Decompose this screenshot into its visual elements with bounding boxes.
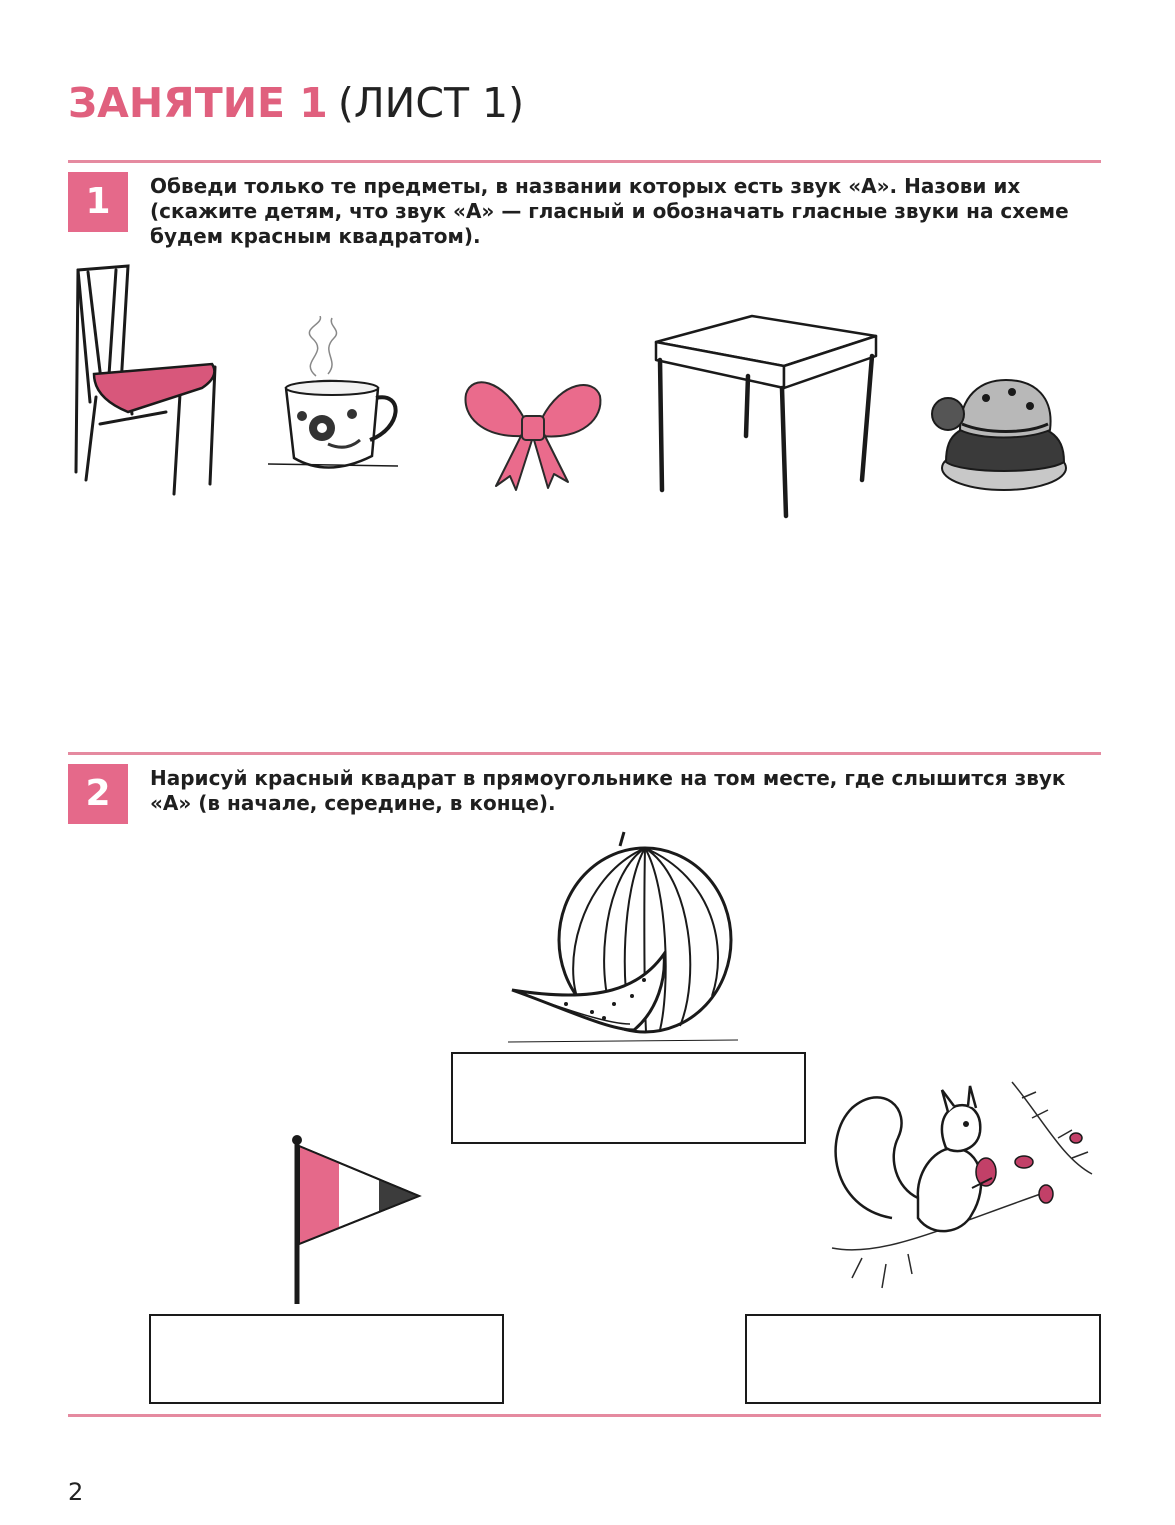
chair-icon[interactable] [70,262,220,512]
bow-icon[interactable] [462,370,604,492]
section-divider-2 [68,752,1101,755]
cup-icon[interactable] [268,316,408,486]
squirrel-icon [822,1078,1106,1310]
watermelon-icon [508,828,738,1050]
task-1-instruction: Обведи только те предметы, в названии которых есть звук «А». Назови их (скажите детям, что звук «А» — гласный и обозначать гласные звуки на схеме будем красным квадратом). [150,174,1069,248]
section-divider-3 [68,1414,1101,1417]
section-divider-1 [68,160,1101,163]
table-icon[interactable] [650,314,882,524]
task-2-number: 2 [68,764,128,824]
sheet-label: (ЛИСТ 1) [337,79,525,127]
page-number: 2 [68,1478,84,1506]
answer-box-flag[interactable] [149,1314,504,1404]
task-1-number: 1 [68,172,128,232]
page-title [68,78,524,128]
hat-icon[interactable] [926,376,1072,494]
flag-icon [285,1132,425,1308]
task-2-instruction: Нарисуй красный квадрат в прямоугольнике на том месте, где слышится звук «А» (в начале, середине, в конце). [150,766,1066,815]
lesson-title: ЗАНЯТИЕ 1 [68,79,328,127]
answer-box-squirrel[interactable] [745,1314,1101,1404]
answer-box-watermelon[interactable] [451,1052,806,1144]
